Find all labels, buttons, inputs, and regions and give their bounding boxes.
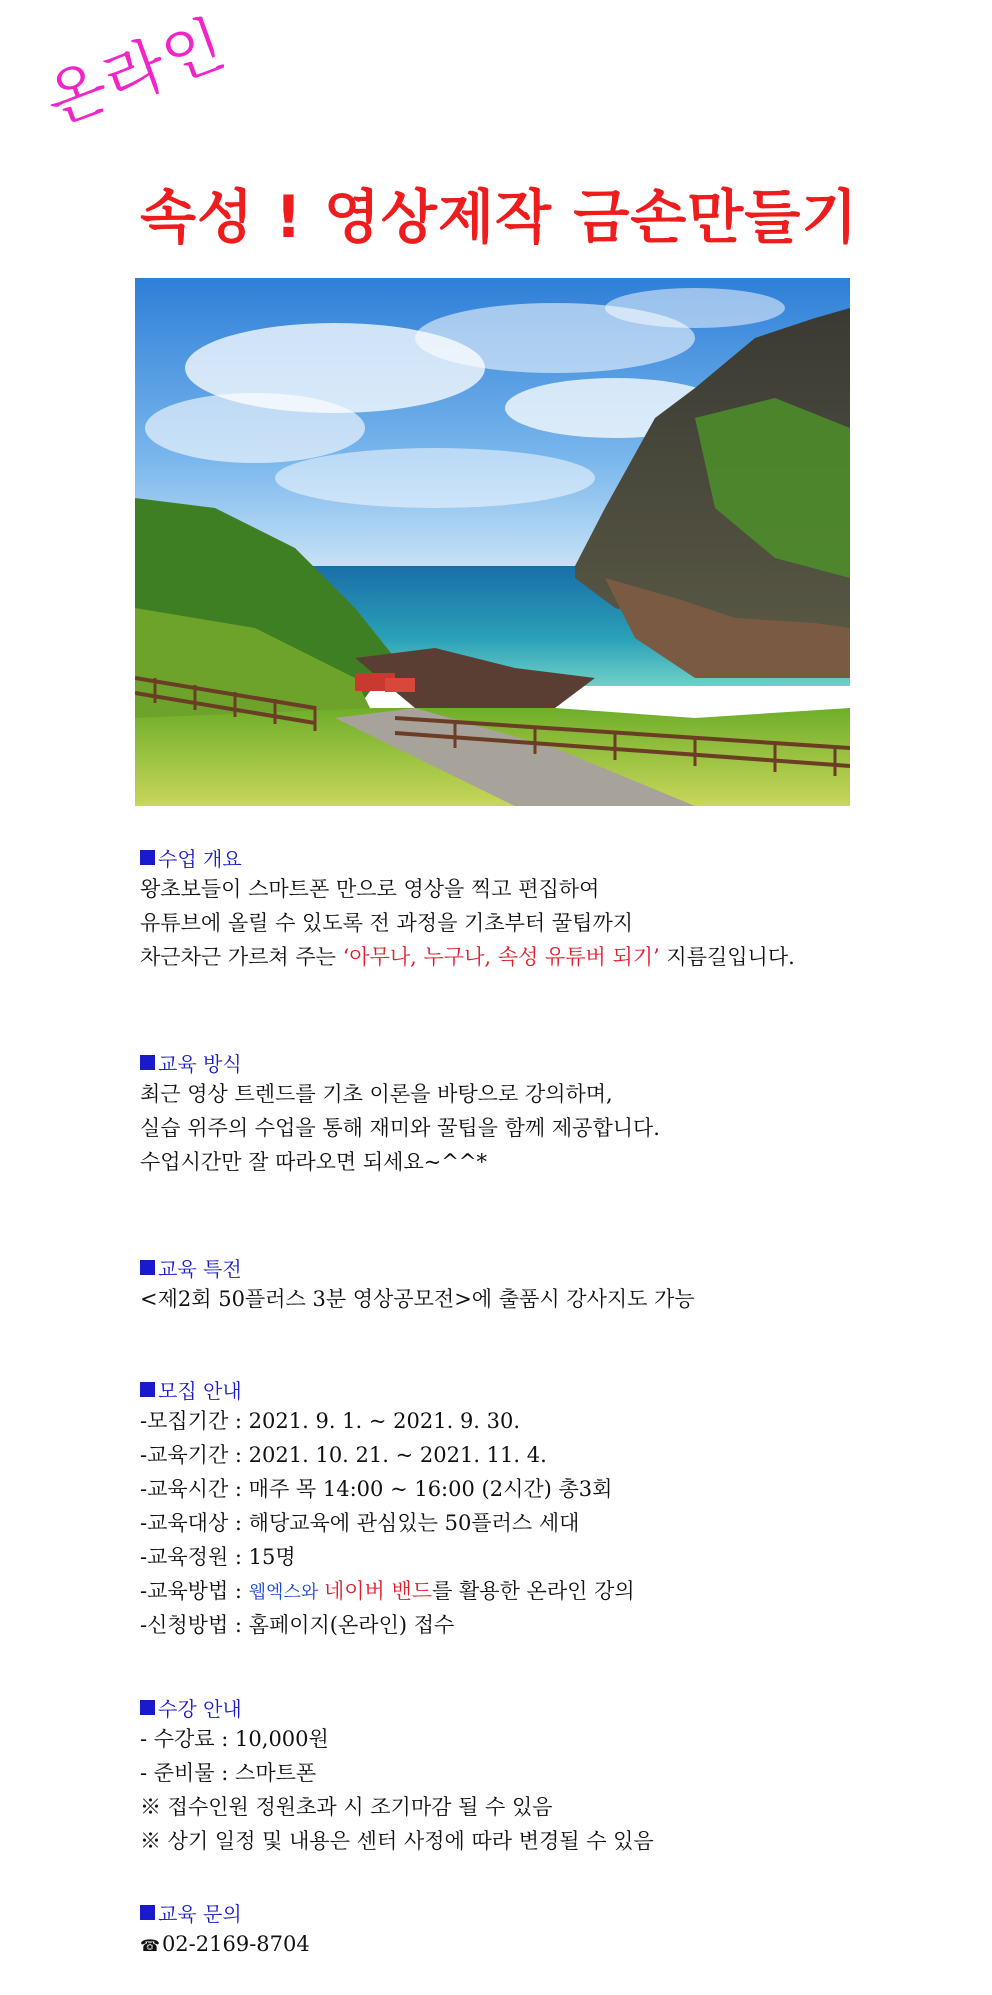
- course-fee: - 수강료 : 10,000원: [140, 1727, 329, 1751]
- apply-method: -신청방법 : 홈페이지(온라인) 접수: [140, 1613, 455, 1637]
- edu-method: -교육방법 : 웹엑스와 네이버 밴드를 활용한 온라인 강의: [140, 1579, 635, 1603]
- edu-capacity: -교육정원 : 15명: [140, 1545, 296, 1569]
- contact-section: [140, 1897, 310, 1961]
- edu-target: -교육대상 : 해당교육에 관심있는 50플러스 세대: [140, 1511, 580, 1535]
- recruit-section: [140, 1374, 635, 1642]
- recruit-heading: 모집 안내: [140, 1374, 635, 1404]
- course-heading: 수강 안내: [140, 1692, 654, 1722]
- online-badge: 온라인: [36, 6, 236, 139]
- square-bullet-icon: [140, 1382, 155, 1397]
- overview-line: 왕초보들이 스마트폰 만으로 영상을 찍고 편집하여: [140, 877, 600, 901]
- square-bullet-icon: [140, 850, 155, 865]
- method-heading: 교육 방식: [140, 1047, 660, 1077]
- benefit-line: <제2회 50플러스 3분 영상공모전>에 출품시 강사지도 가능: [140, 1287, 695, 1311]
- benefit-section: [140, 1252, 695, 1316]
- webex-text: 웹엑스와: [248, 1582, 324, 1603]
- coastal-landscape-photo: [135, 278, 850, 806]
- method-line: 최근 영상 트렌드를 기초 이론을 바탕으로 강의하며,: [140, 1082, 613, 1106]
- course-note: ※ 상기 일정 및 내용은 센터 사정에 따라 변경될 수 있음: [140, 1829, 654, 1853]
- contact-heading: 교육 문의: [140, 1897, 310, 1927]
- square-bullet-icon: [140, 1260, 155, 1275]
- course-section: [140, 1692, 654, 1858]
- method-line: 수업시간만 잘 따라오면 되세요~^^*: [140, 1150, 488, 1174]
- square-bullet-icon: [140, 1055, 155, 1070]
- benefit-heading: 교육 특전: [140, 1252, 695, 1282]
- recruit-period: -모집기간 : 2021. 9. 1. ~ 2021. 9. 30.: [140, 1409, 521, 1433]
- overview-line: 유튜브에 올릴 수 있도록 전 과정을 기초부터 꿀팁까지: [140, 911, 634, 935]
- overview-section: [140, 842, 795, 974]
- overview-heading: 수업 개요: [140, 842, 795, 872]
- course-note: ※ 접수인원 정원초과 시 조기마감 될 수 있음: [140, 1795, 553, 1819]
- edu-period: -교육기간 : 2021. 10. 21. ~ 2021. 11. 4.: [140, 1443, 547, 1467]
- square-bullet-icon: [140, 1700, 155, 1715]
- course-prep: - 준비물 : 스마트폰: [140, 1761, 317, 1785]
- overview-highlight: ‘아무나, 누구나, 속성 유튜버 되기’: [342, 945, 660, 969]
- phone-icon: ☎: [140, 1936, 160, 1955]
- edu-time: -교육시간 : 매주 목 14:00 ~ 16:00 (2시간) 총3회: [140, 1477, 613, 1501]
- page-title: 속성 ! 영상제작 금손만들기: [140, 183, 859, 251]
- contact-phone: ☎02-2169-8704: [140, 1927, 310, 1961]
- method-section: [140, 1047, 660, 1179]
- overview-line: 차근차근 가르쳐 주는 ‘아무나, 누구나, 속성 유튜버 되기’ 지름길입니다.: [140, 945, 795, 969]
- naver-band-text: 네이버 밴드: [323, 1579, 433, 1603]
- method-line: 실습 위주의 수업을 통해 재미와 꿀팁을 함께 제공합니다.: [140, 1116, 660, 1140]
- square-bullet-icon: [140, 1905, 155, 1920]
